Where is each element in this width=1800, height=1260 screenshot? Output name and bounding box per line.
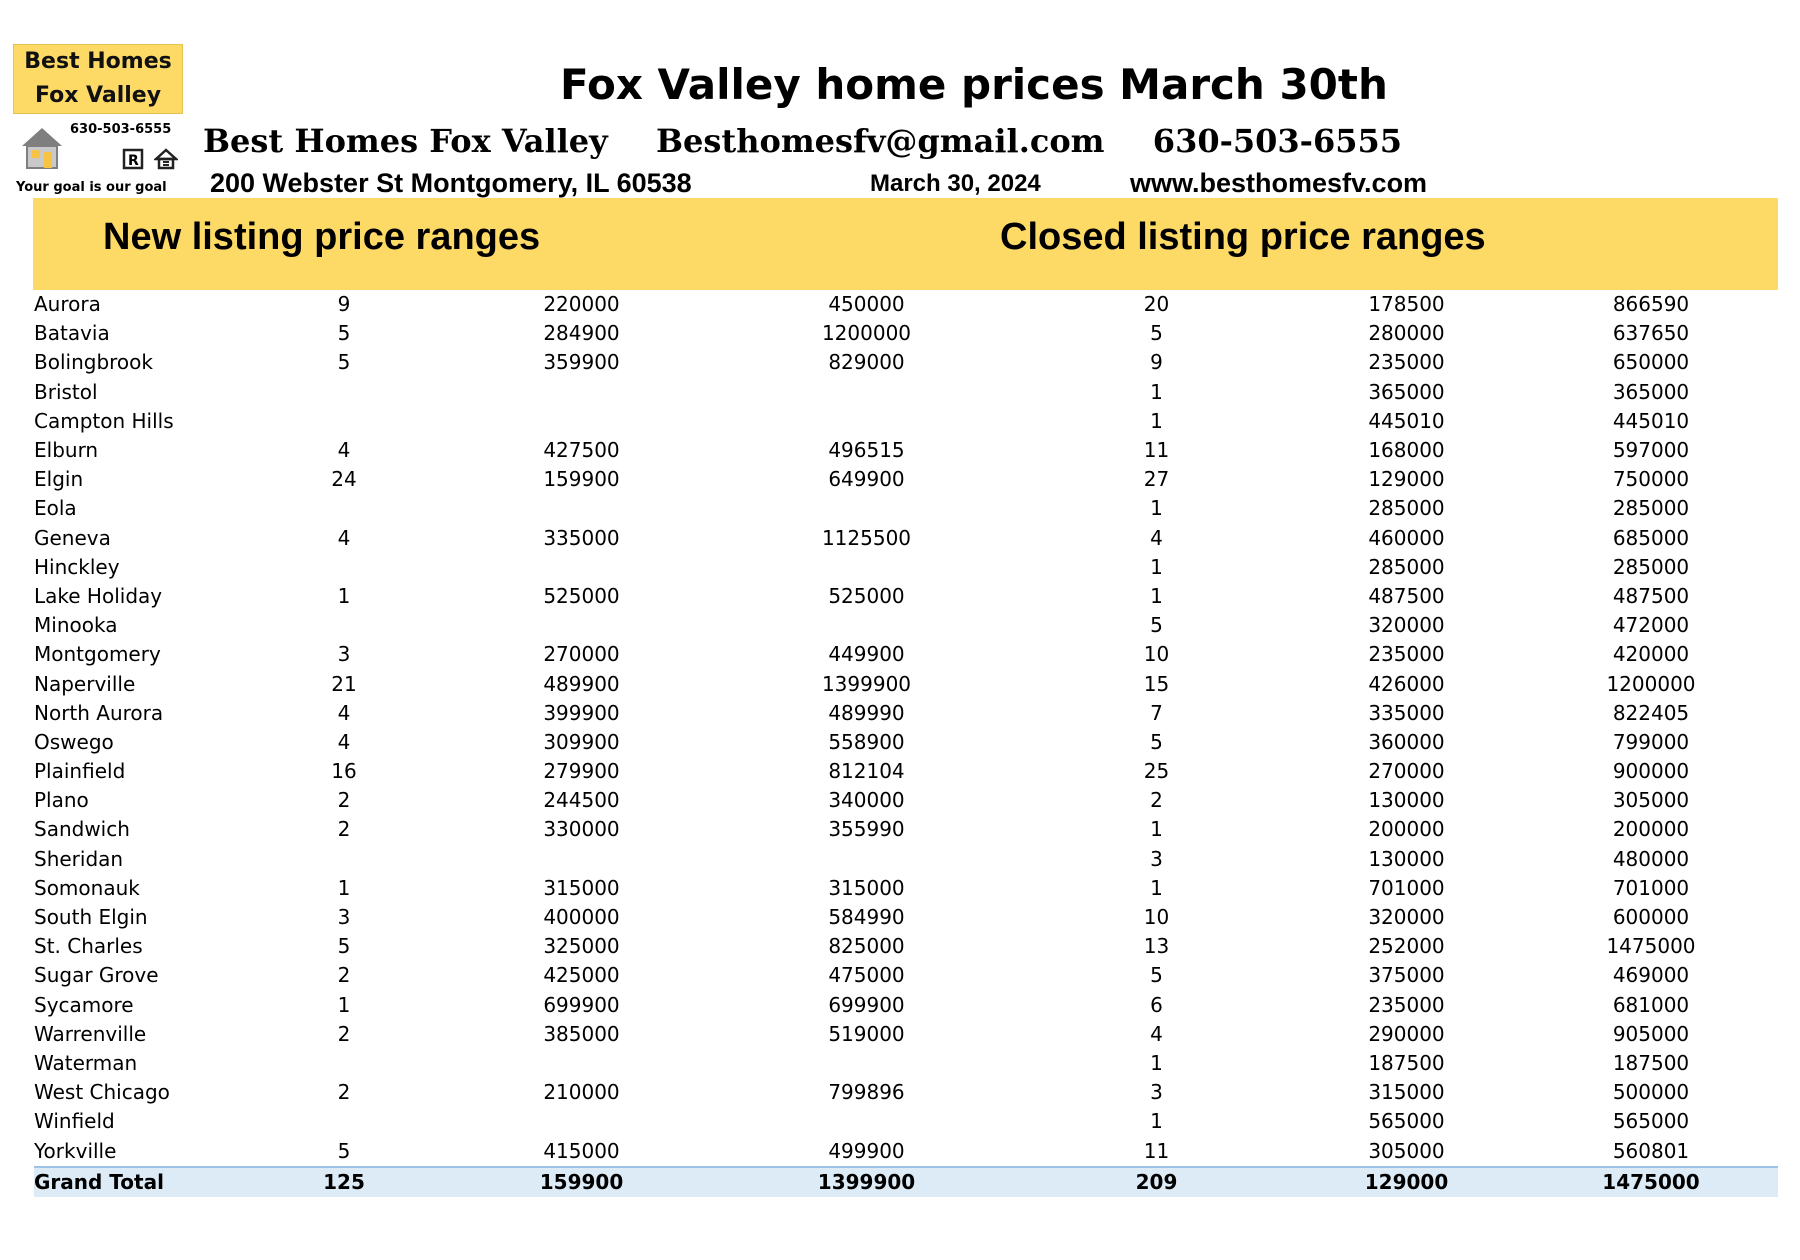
closed-low-price: 280000 [1368, 321, 1445, 346]
new-high-price: 699900 [828, 992, 905, 1017]
closed-low-price: 360000 [1368, 729, 1445, 754]
closed-count: 15 [1143, 671, 1170, 696]
closed-high-price: 799000 [1612, 729, 1690, 754]
closed-low-price: 252000 [1368, 934, 1445, 959]
table-row [34, 553, 1778, 582]
logo-icons [16, 118, 188, 195]
closed-count: 5 [1150, 321, 1163, 346]
city-name: Winfield [34, 1109, 115, 1134]
table-row [34, 465, 1778, 494]
closed-low-price: 365000 [1368, 379, 1445, 404]
new-high-price: 340000 [828, 788, 905, 813]
new-count [234, 845, 454, 874]
city-name: Lake Holiday [34, 583, 163, 608]
closed-count: 1 [1150, 1050, 1163, 1075]
new-low-price: 399900 [543, 700, 620, 725]
total-new-high: 1399900 [709, 1167, 1024, 1197]
city-name: Sheridan [34, 846, 124, 871]
new-high-price: 829000 [828, 350, 905, 375]
new-low-price: 279900 [543, 759, 620, 784]
new-high-price: 449900 [828, 642, 905, 667]
city-name: Waterman [34, 1050, 138, 1075]
new-count: 2 [337, 817, 351, 842]
closed-low-price: 187500 [1368, 1050, 1445, 1075]
city-name: Sycamore [34, 992, 134, 1017]
new-low-price [454, 494, 709, 523]
new-count [234, 553, 454, 582]
new-low-price: 415000 [543, 1138, 620, 1163]
new-count: 5 [337, 321, 351, 346]
new-low-price: 400000 [543, 905, 620, 930]
closed-low-price: 285000 [1368, 554, 1445, 579]
new-low-price: 309900 [543, 729, 620, 754]
closed-count: 6 [1150, 992, 1163, 1017]
new-low-price: 489900 [543, 671, 620, 696]
closed-high-price: 445010 [1612, 408, 1690, 433]
total-closed-high: 1475000 [1524, 1167, 1778, 1197]
city-name: Oswego [34, 729, 114, 754]
equal-housing-icon [154, 148, 178, 170]
closed-low-price: 178500 [1368, 292, 1445, 317]
new-count: 3 [337, 642, 351, 667]
closed-count: 1 [1150, 1109, 1163, 1134]
brand-phone: 630-503-6555 [1152, 122, 1403, 160]
closed-count: 3 [1150, 1080, 1163, 1105]
closed-low-price: 487500 [1368, 583, 1445, 608]
closed-count: 13 [1143, 934, 1170, 959]
new-low-price [454, 1049, 709, 1078]
closed-high-price: 365000 [1612, 379, 1690, 404]
table-row [34, 348, 1778, 377]
closed-low-price: 445010 [1368, 408, 1445, 433]
new-count [234, 378, 454, 407]
closed-count: 2 [1150, 788, 1163, 813]
closed-low-price: 565000 [1368, 1109, 1445, 1134]
new-low-price: 335000 [543, 525, 620, 550]
closed-high-price: 650000 [1612, 350, 1690, 375]
closed-count: 1 [1150, 554, 1163, 579]
new-count [234, 494, 454, 523]
closed-count: 25 [1143, 759, 1170, 784]
closed-high-price: 200000 [1612, 817, 1690, 842]
closed-low-price: 168000 [1368, 438, 1445, 463]
closed-count: 7 [1150, 700, 1163, 725]
new-low-price: 359900 [543, 350, 620, 375]
realtor-icon [122, 148, 144, 170]
new-low-price [454, 378, 709, 407]
closed-low-price: 270000 [1368, 759, 1445, 784]
city-name: Plano [34, 788, 89, 813]
closed-high-price: 305000 [1612, 788, 1690, 813]
logo-phone: 630-503-6555 [70, 122, 172, 137]
new-high-price: 355990 [828, 817, 905, 842]
logo-badge [13, 44, 183, 114]
table-row [34, 669, 1778, 698]
table-row [34, 932, 1778, 961]
table-row [34, 1136, 1778, 1166]
new-low-price [454, 845, 709, 874]
new-high-price [709, 553, 1024, 582]
address: 200 Webster St Montgomery, IL 60538 [210, 168, 692, 198]
table-row [34, 1078, 1778, 1107]
new-high-price: 558900 [828, 729, 905, 754]
new-low-price [454, 1107, 709, 1136]
new-low-price: 244500 [543, 788, 620, 813]
logo-line-2: Fox Valley [34, 83, 162, 108]
closed-count: 1 [1150, 817, 1163, 842]
closed-high-price: 187500 [1612, 1050, 1690, 1075]
city-name: Elburn [34, 438, 99, 463]
closed-high-price: 750000 [1612, 467, 1690, 492]
closed-high-price: 900000 [1612, 759, 1690, 784]
brand-line [203, 122, 1402, 160]
table-row [34, 991, 1778, 1020]
new-count: 5 [337, 934, 351, 959]
new-low-price: 385000 [543, 1021, 620, 1046]
city-name: Hinckley [34, 554, 120, 579]
closed-low-price: 285000 [1368, 496, 1445, 521]
city-name: Geneva [34, 525, 111, 550]
closed-high-price: 560801 [1612, 1138, 1690, 1163]
table-row [34, 524, 1778, 553]
city-name: Warrenville [34, 1021, 147, 1046]
closed-count: 4 [1150, 1021, 1163, 1046]
new-count: 1 [337, 875, 351, 900]
table-row [34, 611, 1778, 640]
new-low-price [454, 611, 709, 640]
closed-low-price: 320000 [1368, 613, 1445, 638]
closed-low-price: 375000 [1368, 963, 1445, 988]
website: www.besthomesfv.com [1130, 168, 1428, 198]
total-closed-count: 209 [1024, 1167, 1289, 1197]
closed-high-price: 487500 [1612, 583, 1690, 608]
new-low-price: 699900 [543, 992, 620, 1017]
city-name: Eola [34, 496, 77, 521]
closed-low-price: 426000 [1368, 671, 1445, 696]
city-name: Somonauk [34, 875, 140, 900]
city-name: Sandwich [34, 817, 130, 842]
table-row [34, 699, 1778, 728]
new-high-price [709, 407, 1024, 436]
closed-low-price: 235000 [1368, 992, 1445, 1017]
closed-low-price: 130000 [1368, 788, 1445, 813]
closed-count: 1 [1150, 379, 1163, 404]
new-high-price [709, 611, 1024, 640]
table-row [34, 582, 1778, 611]
closed-low-price: 129000 [1368, 467, 1445, 492]
new-count: 1 [337, 992, 351, 1017]
table-row [34, 407, 1778, 436]
brand-email: Besthomesfv@gmail.com [656, 122, 1105, 160]
house-icon [18, 122, 66, 172]
closed-count: 1 [1150, 496, 1163, 521]
table-row [34, 1107, 1778, 1136]
closed-low-price: 305000 [1368, 1138, 1445, 1163]
new-count: 16 [331, 759, 357, 784]
closed-high-price: 597000 [1612, 438, 1690, 463]
table-row [34, 874, 1778, 903]
city-name: Aurora [34, 292, 101, 317]
table-row [34, 728, 1778, 757]
new-low-price: 315000 [543, 875, 620, 900]
new-high-price: 812104 [828, 759, 905, 784]
new-low-price [454, 553, 709, 582]
closed-high-price: 565000 [1612, 1109, 1690, 1134]
new-count [234, 611, 454, 640]
new-count: 5 [337, 350, 351, 375]
new-low-price: 427500 [543, 438, 620, 463]
closed-low-price: 235000 [1368, 642, 1445, 667]
city-name: St. Charles [34, 934, 143, 959]
closed-high-price: 637650 [1612, 321, 1690, 346]
total-new-count: 125 [234, 1167, 454, 1197]
closed-count: 11 [1143, 1138, 1170, 1163]
closed-low-price: 315000 [1368, 1080, 1445, 1105]
new-high-price: 496515 [828, 438, 905, 463]
total-closed-low: 129000 [1289, 1167, 1524, 1197]
new-low-price: 270000 [543, 642, 620, 667]
closed-count: 5 [1150, 613, 1163, 638]
new-count: 2 [337, 1021, 351, 1046]
closed-low-price: 320000 [1368, 905, 1445, 930]
city-name: Minooka [34, 613, 118, 638]
new-count: 21 [331, 671, 357, 696]
new-count: 1 [337, 583, 351, 608]
closed-high-price: 500000 [1612, 1080, 1690, 1105]
new-high-price [709, 1049, 1024, 1078]
new-high-price: 825000 [828, 934, 905, 959]
new-high-price [709, 845, 1024, 874]
closed-high-price: 480000 [1612, 846, 1690, 871]
closed-low-price: 130000 [1368, 846, 1445, 871]
city-name: Sugar Grove [34, 963, 159, 988]
new-count: 3 [337, 905, 351, 930]
closed-count: 20 [1143, 292, 1170, 317]
table-row [34, 494, 1778, 523]
closed-count: 9 [1150, 350, 1163, 375]
table-row [34, 640, 1778, 669]
new-high-price [709, 1107, 1024, 1136]
new-low-price: 159900 [543, 467, 620, 492]
new-count: 4 [337, 700, 351, 725]
city-name: Naperville [34, 671, 136, 696]
table-row [34, 1020, 1778, 1049]
closed-count: 11 [1143, 438, 1170, 463]
closed-high-price: 685000 [1612, 525, 1690, 550]
new-low-price: 425000 [543, 963, 620, 988]
table-row [34, 845, 1778, 874]
city-name: West Chicago [34, 1080, 170, 1105]
table-row [34, 757, 1778, 786]
logo-tagline: Your goal is our goal [16, 180, 167, 195]
closed-high-price: 681000 [1612, 992, 1690, 1017]
closed-low-price: 200000 [1368, 817, 1445, 842]
new-high-price: 649900 [828, 467, 905, 492]
table-row [34, 961, 1778, 990]
new-low-price: 220000 [543, 292, 620, 317]
table-row [34, 319, 1778, 348]
city-name: Batavia [34, 321, 110, 346]
closed-high-price: 472000 [1612, 613, 1690, 638]
new-high-price [709, 378, 1024, 407]
svg-text:R: R [128, 153, 139, 169]
new-high-price: 489990 [828, 700, 905, 725]
closed-count: 1 [1150, 408, 1163, 433]
page-title: Fox Valley home prices March 30th [560, 60, 1388, 109]
closed-low-price: 290000 [1368, 1021, 1445, 1046]
city-name: Elgin [34, 467, 84, 492]
table-row [34, 436, 1778, 465]
city-name: Yorkville [34, 1138, 117, 1163]
table-row [34, 903, 1778, 932]
closed-high-price: 866590 [1612, 292, 1690, 317]
closed-low-price: 235000 [1368, 350, 1445, 375]
city-name: Bristol [34, 379, 98, 404]
table-row [34, 786, 1778, 815]
new-count [234, 1049, 454, 1078]
new-count: 5 [337, 1138, 351, 1163]
new-high-price: 1200000 [821, 321, 912, 346]
closed-count: 4 [1150, 525, 1163, 550]
closed-count: 1 [1150, 583, 1163, 608]
new-high-price: 1399900 [821, 671, 912, 696]
new-count [234, 407, 454, 436]
closed-low-price: 701000 [1368, 875, 1445, 900]
new-high-price: 1125500 [821, 525, 912, 550]
new-count: 2 [337, 788, 351, 813]
new-high-price: 450000 [828, 292, 905, 317]
new-count: 4 [337, 525, 351, 550]
closed-count: 27 [1143, 467, 1170, 492]
closed-high-price: 1200000 [1606, 671, 1696, 696]
new-count: 9 [337, 292, 351, 317]
brand-name: Best Homes Fox Valley [203, 122, 608, 160]
new-count: 2 [337, 963, 351, 988]
new-high-price: 519000 [828, 1021, 905, 1046]
closed-high-price: 1475000 [1606, 934, 1696, 959]
closed-high-price: 469000 [1612, 963, 1690, 988]
city-name: North Aurora [34, 700, 164, 725]
table-row [34, 290, 1778, 319]
new-low-price [454, 407, 709, 436]
logo-line-1: Best Homes [24, 49, 172, 74]
closed-high-price: 285000 [1612, 554, 1690, 579]
closed-count: 3 [1150, 846, 1163, 871]
report-date: March 30, 2024 [870, 170, 1041, 197]
new-high-price: 499900 [828, 1138, 905, 1163]
new-count [234, 1107, 454, 1136]
new-high-price: 475000 [828, 963, 905, 988]
new-high-price [709, 494, 1024, 523]
closed-low-price: 335000 [1368, 700, 1445, 725]
closed-high-price: 285000 [1612, 496, 1690, 521]
new-count: 24 [331, 467, 357, 492]
table-row [34, 378, 1778, 407]
new-high-price: 315000 [828, 875, 905, 900]
new-high-price: 525000 [828, 583, 905, 608]
closed-high-price: 822405 [1612, 700, 1690, 725]
closed-high-price: 600000 [1612, 905, 1690, 930]
price-range-table [34, 290, 1778, 1197]
new-listing-heading: New listing price ranges [103, 216, 541, 258]
closed-count: 5 [1150, 963, 1163, 988]
city-name: Campton Hills [34, 408, 174, 433]
total-new-low: 159900 [454, 1167, 709, 1197]
city-name: South Elgin [34, 905, 148, 930]
new-low-price: 525000 [543, 583, 620, 608]
closed-count: 10 [1143, 905, 1170, 930]
table-row [34, 1049, 1778, 1078]
closed-high-price: 905000 [1612, 1021, 1690, 1046]
section-header-band [33, 198, 1778, 290]
total-label: Grand Total [34, 1167, 234, 1197]
new-count: 4 [337, 438, 351, 463]
new-low-price: 210000 [543, 1080, 620, 1105]
new-high-price: 584990 [828, 905, 905, 930]
new-low-price: 330000 [543, 817, 620, 842]
city-name: Plainfield [34, 759, 126, 784]
new-low-price: 284900 [543, 321, 620, 346]
closed-count: 5 [1150, 729, 1163, 754]
city-name: Montgomery [34, 642, 161, 667]
closed-listing-heading: Closed listing price ranges [1000, 216, 1486, 258]
table-row [34, 815, 1778, 844]
new-count: 2 [337, 1080, 351, 1105]
city-name: Bolingbrook [34, 350, 153, 375]
closed-count: 1 [1150, 875, 1163, 900]
closed-high-price: 420000 [1612, 642, 1690, 667]
closed-count: 10 [1143, 642, 1170, 667]
new-count: 4 [337, 729, 351, 754]
grand-total-row [34, 1167, 1778, 1197]
closed-low-price: 460000 [1368, 525, 1445, 550]
new-high-price: 799896 [828, 1080, 905, 1105]
closed-high-price: 701000 [1612, 875, 1690, 900]
new-low-price: 325000 [543, 934, 620, 959]
